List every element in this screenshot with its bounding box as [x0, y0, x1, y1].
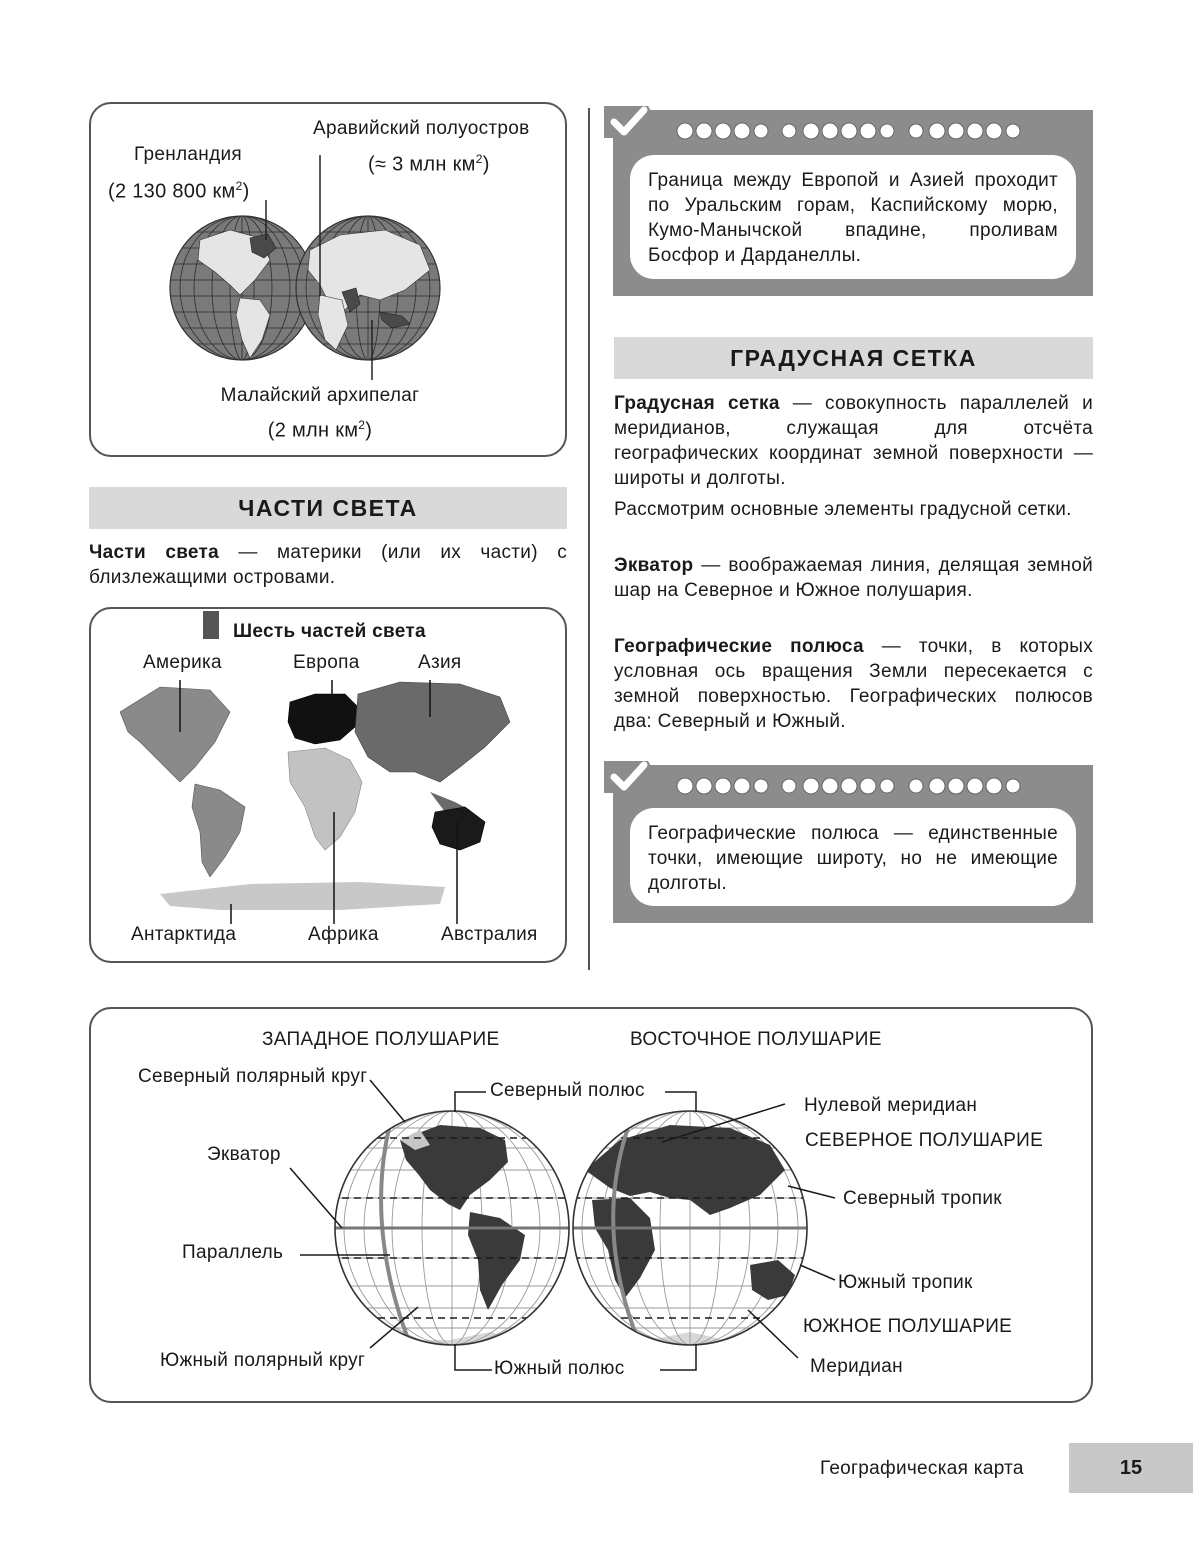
equator-definition: Экватор — воображаемая линия, делящая земной шар на Северное и Южное полушария.	[614, 555, 1093, 601]
label-prime-meridian: Нулевой меридиан	[804, 1095, 978, 1116]
label-north-hemisphere: СЕВЕРНОЕ ПОЛУШАРИЕ	[805, 1130, 1044, 1151]
label-meridian: Меридиан	[810, 1356, 903, 1377]
page-number: 15	[1069, 1443, 1193, 1493]
africa-shape	[288, 748, 362, 850]
label-antarctica: Антарктида	[131, 924, 237, 945]
label-north-pole: Северный полюс	[490, 1080, 645, 1101]
degree-grid-intro: Рассмотрим основные элементы градусной сетки.	[614, 499, 1072, 520]
arabia-area: (≈ 3 млн $км^2$)	[368, 152, 490, 176]
asia-shape	[355, 682, 510, 782]
double-hemisphere-map	[170, 200, 440, 375]
west-hemisphere-title: ЗАПАДНОЕ ПОЛУШАРИЕ	[262, 1029, 500, 1050]
americas-shape	[120, 687, 230, 782]
parts-of-world-definition: Части света — материки (или их части) с близлежащими островами.	[89, 542, 567, 588]
greenland-label: Гренландия	[134, 144, 242, 165]
dots-decoration	[676, 776, 1041, 796]
label-arctic-circle: Северный полярный круг	[138, 1066, 368, 1087]
degree-grid-definition: Градусная сетка — совокупность параллелей и меридианов, служащая для отсчёта географических координат земной поверхности — широты и долготы.	[614, 393, 1093, 489]
degree-grid-heading: ГРАДУСНАЯ СЕТКА	[614, 337, 1093, 379]
label-antarctic-circle: Южный полярный круг	[160, 1350, 366, 1371]
label-south-tropic: Южный тропик	[838, 1272, 973, 1293]
label-australia: Австралия	[441, 924, 538, 945]
footer-chapter-title: Географическая карта	[820, 1458, 1024, 1479]
label-south-pole: Южный полюс	[494, 1358, 625, 1379]
arabia-label: Аравийский полуостров	[313, 118, 530, 139]
label-america: Америка	[143, 652, 222, 673]
label-north-tropic: Северный тропик	[843, 1188, 1002, 1209]
note-poles-text: Географические полюса — единственные точки, имеющие широту, но не имеющие долготы.	[630, 808, 1076, 906]
australia-shape	[432, 807, 485, 850]
parts-of-world-heading: ЧАСТИ СВЕТА	[89, 487, 567, 529]
label-south-hemisphere: ЮЖНОЕ ПОЛУШАРИЕ	[803, 1316, 1013, 1337]
note-europe-asia-text: Граница между Европой и Азией проходит по Уральским горам, Каспийскому морю, Кумо-Манычской впадине, проливам Босфор и Дарданеллы.	[630, 155, 1076, 279]
checkmark-icon	[600, 755, 660, 805]
antarctica-shape	[160, 882, 445, 910]
title-marker	[203, 611, 219, 639]
label-africa: Африка	[308, 924, 379, 945]
label-europe: Европа	[293, 652, 360, 673]
east-hemisphere-title: ВОСТОЧНОЕ ПОЛУШАРИЕ	[630, 1029, 882, 1050]
six-parts-title: Шесть частей света	[233, 621, 426, 642]
malay-label: Малайский архипелаг	[220, 385, 420, 406]
malay-area: (2 млн $км^2$)	[267, 418, 373, 442]
dots-decoration	[676, 121, 1041, 141]
checkmark-icon	[600, 100, 660, 150]
europe-shape	[288, 694, 358, 744]
label-asia: Азия	[418, 652, 462, 673]
label-equator: Экватор	[207, 1144, 281, 1165]
poles-definition: Географические полюса — точки, в которых условная ось вращения Земли пересекается с земной поверхностью. Географических полюсов два: Северный и Южный.	[614, 636, 1093, 732]
label-parallel: Параллель	[182, 1242, 284, 1263]
column-divider	[588, 108, 590, 970]
greenland-area: (2 130 800 $км^2$)	[108, 179, 250, 203]
hemispheres-globe-diagram	[330, 1100, 820, 1360]
world-parts-map	[100, 672, 550, 922]
